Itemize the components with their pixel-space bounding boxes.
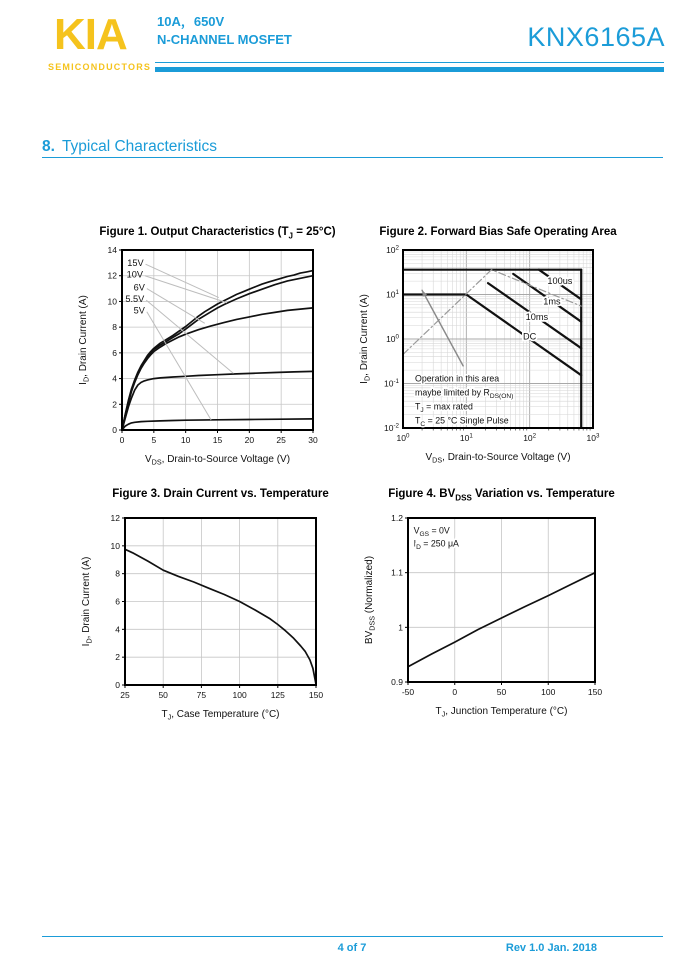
- svg-text:100: $10^0$: [386, 333, 399, 344]
- svg-text:25: 25: [276, 435, 286, 445]
- section-title-text: Typical Characteristics: [61, 138, 217, 155]
- svg-text:ID, Drain Current (A): $I_D$, Drain Current (A): [78, 295, 91, 385]
- svg-text:10: 10: [180, 435, 191, 445]
- svg-text:14: 14: [107, 245, 117, 255]
- svg-text:100: $10^0$: [396, 432, 410, 443]
- section-title: [42, 138, 217, 156]
- svg-text:12: 12: [110, 513, 120, 523]
- svg-text:6V: 6V: [133, 282, 145, 293]
- svg-text:-50: -50: [401, 687, 415, 697]
- svg-text:1.1: 1.1: [391, 567, 403, 578]
- svg-text:101: $10^1$: [459, 432, 473, 443]
- svg-text:ID, Drain Current (A): $I_D$, Drain Current (A): [81, 556, 94, 647]
- figure-4-title: Figure 4. $BV_{DSS}$ Variation vs. Temperature: [388, 488, 615, 503]
- svg-text:10-1: $10^{-1}$: [384, 378, 399, 389]
- figure-4-chart: [361, 506, 611, 728]
- svg-text:10V: 10V: [126, 269, 144, 280]
- svg-text:DC: DC: [523, 331, 537, 342]
- figure-1-title: Figure 1. Output Characteristics $(T_J = 25^\circ C)$: [99, 226, 336, 241]
- svg-text:5.5V: 5.5V: [125, 293, 145, 304]
- svg-text:6: 6: [112, 347, 117, 358]
- svg-text:103: $10^3$: [586, 432, 600, 443]
- svg-text:maybe limited by RDS(ON): maybe limited by $R_{DS(ON)}$: [415, 387, 514, 401]
- svg-text:TJ, Junction Temperature (°C): $T_J$, Junction Temperature (°C): [435, 706, 568, 719]
- header-rule-thick: [155, 67, 664, 72]
- svg-text:8: 8: [115, 568, 120, 579]
- svg-text:150: 150: [587, 687, 603, 697]
- figure-2-title: Figure 2. Forward Bias Safe Operating Area: [379, 226, 617, 238]
- svg-text:6: 6: [115, 596, 120, 607]
- svg-text:VDS, Drain-to-Source Voltage (: $V_{DS}$, Drain-to-Source Voltage (V): [144, 454, 291, 467]
- svg-text:8: 8: [112, 322, 117, 333]
- svg-text:101: $10^1$: [386, 289, 399, 300]
- svg-text:20: 20: [244, 435, 255, 445]
- svg-text:125: 125: [270, 690, 285, 700]
- svg-text:10ms: 10ms: [525, 312, 549, 323]
- figure-3-title: Figure 3. Drain Current vs. Temperature: [112, 488, 329, 500]
- svg-text:TJ = max rated: $T_J = \max$ rated: [415, 401, 473, 415]
- device-rating: [157, 13, 292, 49]
- svg-text:TJ, Case Temperature (°C): $T_J$, Case Temperature (°C): [161, 709, 280, 722]
- svg-text:10: 10: [107, 296, 117, 307]
- svg-text:2: 2: [115, 652, 120, 663]
- section-number: 8.: [42, 138, 55, 155]
- svg-text:12: 12: [107, 270, 117, 281]
- svg-text:150: 150: [308, 690, 324, 700]
- svg-text:5V: 5V: [133, 305, 145, 316]
- rating-line: 10A，650V: [157, 14, 225, 29]
- svg-text:10-2: $10^{-2}$: [384, 422, 399, 433]
- svg-text:1.2: 1.2: [391, 513, 403, 523]
- svg-text:0: 0: [112, 425, 117, 435]
- svg-text:25: 25: [120, 690, 130, 700]
- svg-text:102: $10^2$: [386, 244, 399, 255]
- svg-text:BVDSS (Normalized): $BV_{DSS}$ (Normalized): [364, 555, 377, 645]
- svg-text:VDS, Drain-to-Source Voltage (: $V_{DS}$, Drain-to-Source Voltage (V): [425, 452, 571, 465]
- svg-text:10: 10: [110, 540, 120, 551]
- figure-1-chart: [75, 242, 327, 476]
- svg-text:100: 100: [541, 687, 556, 697]
- svg-text:TC = 25 °C Single Pulse: $T_C = 25$ °C Single Pulse: [415, 415, 509, 429]
- svg-text:4: 4: [112, 373, 117, 384]
- svg-text:100us: 100us: [547, 276, 573, 287]
- revision-label: Rev 1.0 Jan. 2018: [505, 942, 597, 954]
- svg-text:102: $10^2$: [523, 432, 537, 443]
- svg-text:5: 5: [151, 435, 157, 445]
- svg-text:0: 0: [452, 687, 458, 697]
- kia-logo: KIA: [54, 10, 127, 59]
- kia-logo-subtext: SEMICONDUCTORS: [48, 62, 152, 72]
- section-underline: [42, 157, 663, 158]
- svg-text:50: 50: [158, 690, 168, 700]
- svg-text:15: 15: [212, 435, 223, 445]
- footer-rule: [42, 936, 663, 937]
- part-number: KNX6165A: [527, 22, 665, 52]
- device-type: N-CHANNEL MOSFET: [157, 32, 292, 47]
- svg-text:VGS = 0V: $V_{GS} = 0V$: [413, 525, 450, 539]
- svg-text:50: 50: [496, 687, 507, 697]
- svg-text:Operation in this area: Operation in this area: [415, 373, 500, 384]
- svg-text:75: 75: [196, 690, 207, 700]
- figure-2-chart: [356, 242, 609, 474]
- svg-text:ID, Drain Current (A): $I_D$, Drain Current (A): [359, 294, 372, 384]
- svg-text:30: 30: [308, 435, 318, 445]
- svg-text:0: 0: [119, 435, 125, 445]
- svg-text:0: 0: [115, 680, 120, 690]
- svg-text:0.9: 0.9: [391, 677, 403, 687]
- svg-text:1ms: 1ms: [543, 296, 561, 307]
- figure-3-chart: [78, 506, 330, 731]
- svg-text:1: 1: [398, 622, 403, 633]
- svg-text:4: 4: [115, 624, 120, 635]
- page-indicator: 4 of 7: [337, 942, 367, 954]
- svg-text:15V: 15V: [127, 257, 144, 268]
- svg-text:ID = 250 μA: $I_D = 250$ μA: [413, 538, 459, 552]
- header-rule-thin: [155, 62, 664, 63]
- svg-text:2: 2: [112, 399, 117, 410]
- figure-3-series-drain-current-vs-temp: [125, 549, 316, 684]
- svg-text:100: 100: [232, 690, 247, 700]
